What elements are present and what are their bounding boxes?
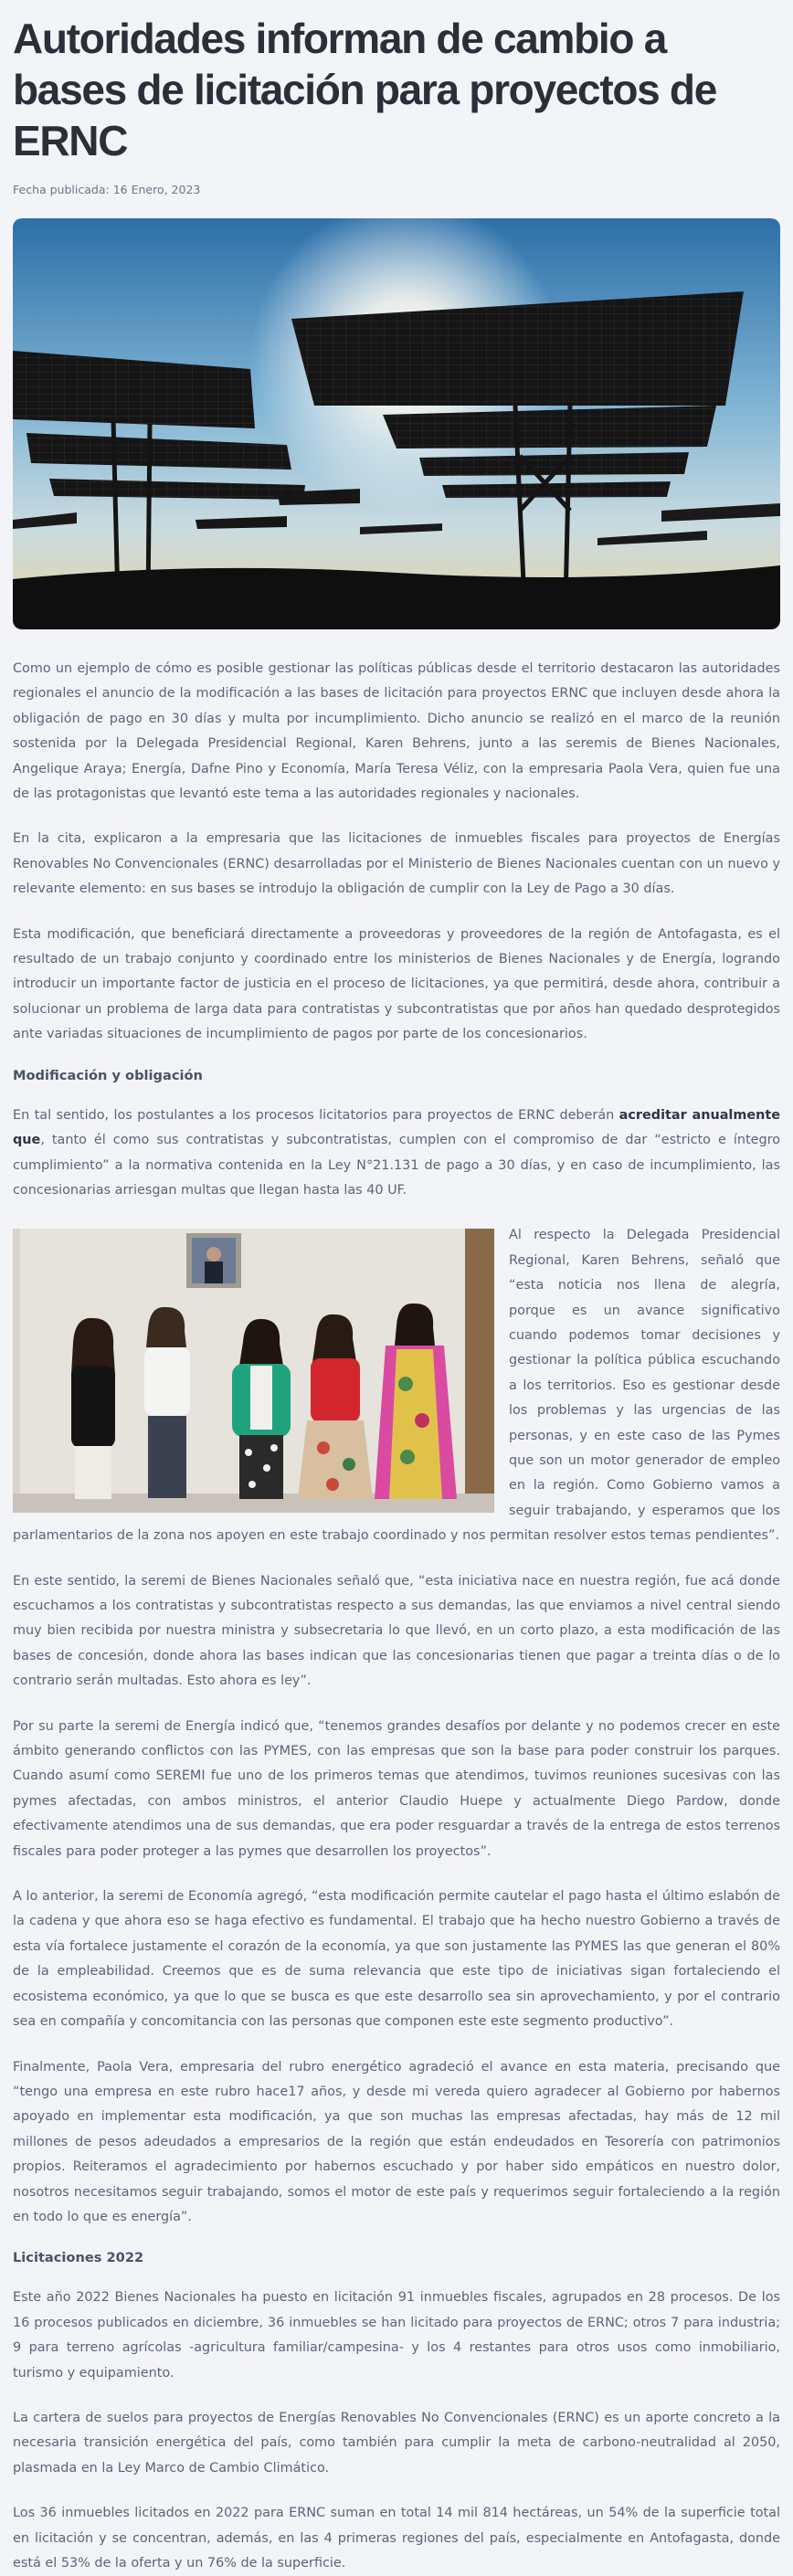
paragraph: Al respecto la Delegada Presidencial Regional, Karen Behrens, señaló que “esta noticia nos llena de alegría, porque es un avance significativo cuando podemos tomar decisiones y gestionar la política pública escuchando a los territorios. Eso es gestionar desde los problemas y las urgencias de las personas, y en este caso de las Pymes que son un motor generador de empleo en la región. Como Gobierno vamos a seguir trabajando, y esperamos que los parlamentarios de la zona nos apoyen en este trabajo coordinado y nos permitan resolver estos temas pendientes”. [13, 1228, 780, 1544]
paragraph: Los 36 inmuebles licitados en 2022 para ERNC suman en total 14 mil 814 hectáreas, un 54% de la superficie total en licitación y se concentran, además, en las 4 primeras regiones del país, especialmente en Antofagasta, donde está el 53% de la oferta y un 76% de la superficie. [13, 2506, 780, 2571]
publish-date [13, 183, 780, 196]
paragraph: Este año 2022 Bienes Nacionales ha puesto en licitación 91 inmuebles fiscales, agrupados en 28 procesos. De los 16 procesos publicados en diciembre, 36 inmuebles se han licitado para proyectos de ERNC; otros 7 para industria; 9 para terreno agrícolas -agricultura familiar/campesina- y los 4 restantes para otros usos como inmobiliario, turismo y equipamiento. [13, 2290, 780, 2381]
paragraph: La cartera de suelos para proyectos de Energías Renovables No Convencionales (ERNC) es un aporte concreto a la necesaria transición energética del país, como también para cumplir la meta de carbono-neutralidad al 2050, plasmada en la Ley Marco de Cambio Climático. [13, 2410, 780, 2476]
article [13, 0, 780, 2576]
subheading: Modificación y obligación [13, 1067, 203, 1083]
group-photo [13, 1229, 494, 1513]
highlight-text: acreditar anualmente que [13, 1107, 781, 1148]
paragraph-text: , tanto él como sus contratistas y subcontratistas, cumplen con el compromiso de dar “estricto e íntegro cumplimiento” a la normativa contenida en la Ley N°21.131 de pago a 30 días, y en caso de incumplimiento, las concesionarias arriesgan multas que llegan hasta las 40 UF. [13, 1133, 780, 1198]
article-title: Autoridades informan de cambio a bases de licitación para proyectos de ERNC [13, 15, 716, 164]
hero-image-solar-heliostats [13, 218, 780, 629]
subheading: Licitaciones 2022 [13, 2250, 144, 2266]
publish-date-label: Fecha publicada: [13, 183, 110, 196]
paragraph: Esta modificación, que beneficiará directamente a proveedoras y proveedores de la región de Antofagasta, es el resultado de un trabajo conjunto y coordinado entre los ministerios de Bienes Nacionales y de Energía, logrando introducir un importante factor de justicia en el proceso de licitaciones, ya que permitirá, desde ahora, contribuir a solucionar un problema de larga data para contratistas y subcontratistas que por años han quedado desprotegidos ante variadas situaciones de incumplimiento de pagos por parte de los concesionarios. [13, 926, 780, 1042]
paragraph: Por su parte la seremi de Energía indicó que, “tenemos grandes desafíos por delante y no podemos crecer en este ámbito generando conflictos con las PYMES, con las empresas que son la base para poder construir los parques. Cuando asumí como SEREMI fue uno de los primeros temas que atendimos, tuvimos reuniones sucesivas con las pymes afectadas, con ambos ministros, el anterior Claudio Huepe y actualmente Diego Pardow, donde efectivamente atendimos una de sus demandas, que era poder resguardar a través de la entrega de estos terrenos fiscales para poder proteger a las pymes que desarrollen los proyectos”. [13, 1718, 780, 1859]
paragraph: En la cita, explicaron a la empresaria que las licitaciones de inmuebles fiscales para proyectos de Energías Renovables No Convencionales (ERNC) desarrolladas por el Ministerio de Bienes Nacionales cuentan con un nuevo y relevante elemento: en sus bases se introdujo la obligación de cumplir con la Ley de Pago a 30 días. [13, 831, 780, 897]
paragraph: Como un ejemplo de cómo es posible gestionar las políticas públicas desde el territorio destacaron las autoridades regionales el anuncio de la modificación a las bases de licitación para proyectos ERNC que incluyen desde ahora la obligación de pago en 30 días y multa por incumplimiento. Dicho anuncio se realizó en el marco de la reunión sostenida por la Delegada Presidencial Regional, Karen Behrens, junto a las seremis de Bienes Nacionales, Angelique Araya; Energía, Dafne Pino y Economía, María Teresa Véliz, con la empresaria Paola Vera, quien fue una de las protagonistas que levantó este tema a las autoridades regionales y nacionales. [13, 661, 780, 802]
paragraph: Finalmente, Paola Vera, empresaria del rubro energético agradeció el avance en esta materia, precisando que “tengo una empresa en este rubro hace17 años, y desde mi vereda quiero agradecer al Gobierno por habernos apoyado en implementar esta modificación, ya que son muchas las empresas afectadas, hay más de 12 mil millones de pesos adeudados a empresarios de la región que están endeudados en Tesorería con patrimonios propios. Reiteramos el agradecimiento por habernos escuchado y por haber sido empáticos en nuestro dolor, nosotros necesitamos seguir trabajando, somos el motor de este país y requerimos seguir fortaleciendo a la región en todo lo que es energía”. [13, 2059, 780, 2224]
paragraph [13, 1103, 780, 1204]
publish-date-value: 16 Enero, 2023 [112, 183, 201, 196]
paragraph: A lo anterior, la seremi de Economía agregó, “esta modificación permite cautelar el pago hasta el último eslabón de la cadena y que ahora eso se haga efectivo es fundamental. El trabajo que ha hecho nuestro Gobierno a través de esta vía fortalece justamente el corazón de la economía, ya que son justamente las PYMES las que generan el 80% de la empleabilidad. Creemos que es de suma relevancia que este tipo de iniciativas sigan fortaleciendo el ecosistema económico, ya que lo que se busca es que este desarrollo sea sin aprovechamiento, y por el contrario sea en compañía y concomitancia con las personas que componen este este segmento productivo”. [13, 1889, 780, 2030]
paragraph: En este sentido, la seremi de Bienes Nacionales señaló que, “esta iniciativa nace en nuestra región, fue acá donde escuchamos a los contratistas y subcontratistas respecto a sus demandas, las que enviamos a nivel central siendo muy bien recibida por nuestra ministra y subsecretaria lo que llevó, en un corto plazo, a esta modificación de las bases de concesión, donde ahora las bases indican que las concesionarias tienen que pagar a treinta días o de lo contrario serán multadas. Esto ahora es ley”. [13, 1573, 780, 1689]
paragraph-text: En tal sentido, los postulantes a los procesos licitatorios para proyectos de ERNC deberán [13, 1107, 619, 1123]
